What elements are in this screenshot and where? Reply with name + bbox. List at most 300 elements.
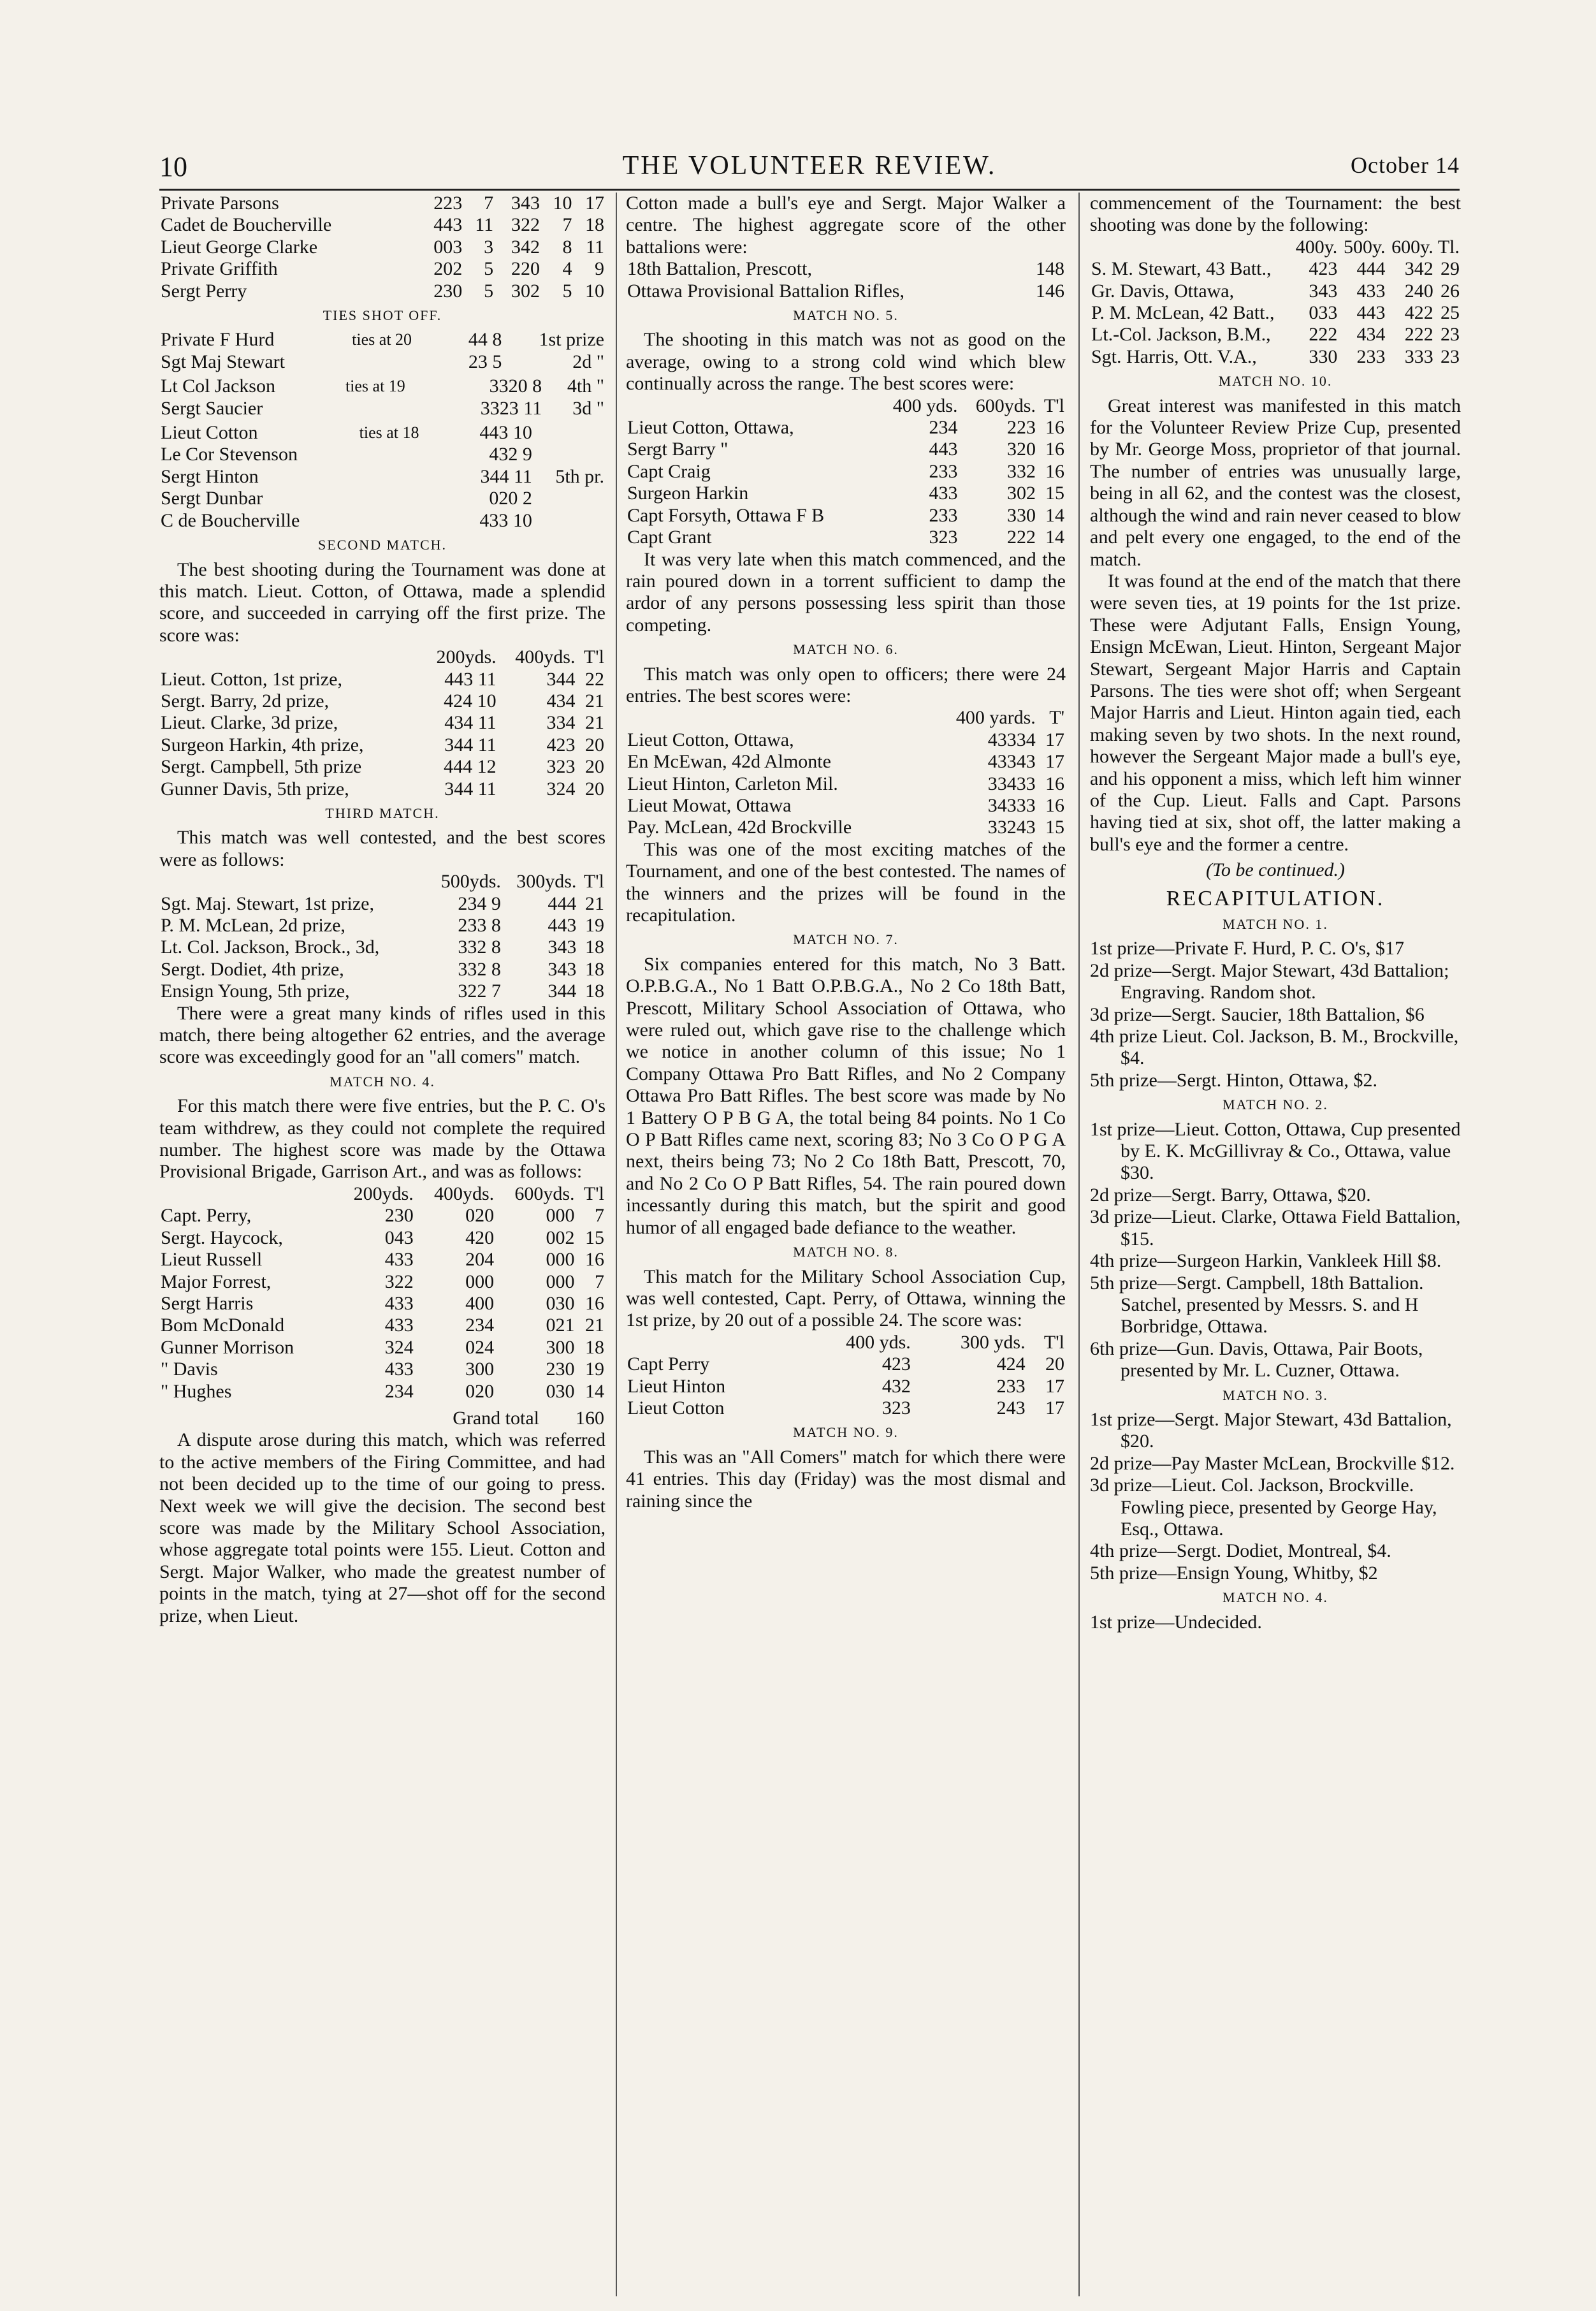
row-value: 343: [511, 193, 540, 214]
row-value: 15: [1045, 483, 1064, 504]
row-value: 434: [1356, 324, 1386, 346]
header-spacer: [626, 707, 927, 729]
column-header: 300 yds.: [960, 1331, 1026, 1353]
row-value: 233: [929, 504, 958, 526]
row-value: 230: [546, 1359, 575, 1380]
row-value: 433: [384, 1359, 414, 1380]
column-divider-2: [1078, 193, 1080, 2296]
column-header: 500yds.: [440, 871, 501, 893]
row-value: 423: [1309, 258, 1338, 280]
row-label: Sergt. Campbell, 5th prize: [161, 756, 362, 778]
row-value: 003: [433, 236, 463, 258]
table-row: [159, 915, 606, 937]
row-value: 332: [1006, 460, 1036, 482]
third-match-heading: THIRD MATCH.: [325, 805, 440, 821]
table-row: [1090, 302, 1461, 324]
row-value: 030: [546, 1292, 575, 1314]
column-header: 400y.: [1295, 236, 1338, 258]
row-label: Lieut Cotton, Ottawa,: [627, 417, 794, 439]
match5-table: [626, 395, 1066, 549]
column-divider-1: [616, 193, 617, 2296]
recap-prize: 1st prize—Sergt. Major Stewart, 43d Battalion, $20.: [1090, 1408, 1452, 1452]
tie-score: 443 10: [479, 422, 532, 444]
tie-prize: [533, 422, 606, 444]
row-value: 344 11: [444, 778, 497, 799]
row-value: 334: [546, 712, 576, 734]
table-row: [626, 817, 1066, 838]
column-2: [626, 193, 1066, 1512]
column-header: 400 yds.: [846, 1331, 911, 1353]
row-value: 020: [465, 1380, 495, 1402]
tie-row: [159, 466, 606, 488]
row-value: 23: [1440, 324, 1460, 346]
tie-brace-label: ties at 19: [345, 377, 405, 396]
tie-row: [159, 510, 606, 532]
tie-prize: 2d ": [572, 351, 604, 372]
row-value: 16: [1045, 439, 1064, 460]
row-value: 17: [585, 193, 604, 214]
tie-score: 432 9: [489, 444, 532, 465]
recap-prize: 2d prize—Pay Master McLean, Brockville $12.: [1090, 1452, 1455, 1474]
row-value: 4: [562, 258, 572, 280]
row-value: 17: [1045, 751, 1064, 773]
column-header: 400 yards.: [955, 707, 1036, 729]
row-value: 443: [929, 439, 958, 460]
row-label: Capt Forsyth, Ottawa F B: [627, 504, 825, 526]
header-spacer: [626, 1332, 797, 1353]
match10-text: Great interest was manifested in this match for the Volunteer Review Prize Cup, presented by Mr. George Moss, proprietor of that journal. The number of entries was unusually large, being in all 62, and the contest was the closest, although the wind and rain never ceased to blow and pelt every one engaged, to the end of the match.: [1090, 395, 1461, 570]
row-label: Lieut Hinton: [627, 1375, 726, 1397]
row-value: 243: [996, 1397, 1026, 1418]
row-value: 033: [1309, 302, 1338, 324]
row-value: 234 9: [458, 893, 501, 914]
table-row: [626, 417, 1066, 439]
row-value: 322 7: [458, 981, 501, 1002]
row-value: 222: [1404, 324, 1433, 346]
row-value: 233: [929, 460, 958, 482]
row-value: 18: [585, 981, 604, 1002]
col3-intro: commencement of the Tournament: the best shooting was done by the following:: [1090, 193, 1461, 236]
tie-score: 020 2: [489, 488, 532, 509]
table-row: [159, 237, 606, 258]
recap-match-heading: MATCH NO. 4.: [1222, 1589, 1328, 1606]
recapitulation-list: [1090, 914, 1461, 1633]
recap-prize: 2d prize—Sergt. Major Stewart, 43d Battalion; Engraving. Random shot.: [1090, 959, 1449, 1003]
tie-score: 44 8: [468, 329, 502, 351]
header-rule: [159, 189, 1460, 191]
table-row: [159, 734, 606, 756]
row-label: Private Griffith: [161, 258, 278, 280]
table-row: [159, 281, 606, 302]
to-be-continued: (To be continued.): [1205, 859, 1346, 881]
row-value: 300: [465, 1359, 495, 1380]
row-label: " Davis: [161, 1359, 218, 1380]
row-value: 16: [1045, 417, 1064, 439]
row-label: Lt. Col. Jackson, Brock., 3d,: [161, 937, 380, 958]
tie-shooter: Sergt Dunbar: [161, 488, 263, 509]
row-label: Lieut Russell: [161, 1249, 263, 1271]
second-match-heading: SECOND MATCH.: [317, 537, 447, 553]
table-row: [159, 1337, 606, 1359]
table-row: [159, 258, 606, 280]
tie-brace-label: [358, 510, 456, 532]
table-row: [1090, 281, 1461, 302]
tie-brace-label: [358, 466, 456, 488]
row-label: Sergt. Barry, 2d prize,: [161, 690, 330, 711]
row-value: 34333: [987, 794, 1036, 816]
column-header: 500y.: [1343, 236, 1386, 258]
tie-score: 23 5: [468, 351, 502, 372]
tie-brace-label: [344, 398, 442, 419]
table-row: [159, 1359, 606, 1380]
row-label: Lieut Hinton, Carleton Mil.: [627, 773, 838, 794]
row-value: 444: [548, 893, 577, 914]
row-value: 332 8: [458, 937, 501, 958]
match6-text: This match was only open to officers; there were 24 entries. The best scores were:: [626, 663, 1066, 706]
recapitulation-heading: RECAPITULATION.: [1166, 886, 1385, 910]
tie-prize: [533, 488, 606, 509]
battalions-table: [626, 258, 1066, 302]
row-value: 433: [384, 1249, 414, 1271]
tie-shooter: Private F Hurd: [161, 329, 275, 351]
row-value: 220: [511, 258, 540, 280]
row-label: Surgeon Harkin, 4th prize,: [161, 734, 364, 755]
column-header: 600yds.: [514, 1183, 575, 1204]
row-value: 423: [546, 734, 576, 755]
row-label: En McEwan, 42d Almonte: [627, 751, 831, 773]
row-label: Gunner Davis, 5th prize,: [161, 778, 349, 799]
row-value: 26: [1440, 280, 1460, 302]
row-value: 25: [1440, 302, 1460, 324]
row-value: 19: [585, 915, 604, 936]
header-spacer: [159, 646, 419, 668]
row-value: 020: [465, 1205, 495, 1227]
tie-group: [159, 422, 606, 532]
row-value: 21: [585, 712, 604, 734]
column-3: [1090, 193, 1461, 1633]
row-value: 20: [585, 734, 604, 755]
column-header: T'l: [1043, 395, 1064, 416]
recap-match-heading: MATCH NO. 2.: [1222, 1097, 1328, 1113]
recap-prize: 3d prize—Lieut. Clarke, Ottawa Field Battalion, $15.: [1090, 1206, 1461, 1250]
recap-prize: 5th prize—Ensign Young, Whitby, $2: [1090, 1562, 1378, 1584]
table-row: [626, 751, 1066, 773]
match5-text: The shooting in this match was not as good on the average, owing to a strong cold wind which blew continually across the range. The best scores were:: [626, 329, 1066, 395]
column-header: 200yds.: [436, 646, 497, 668]
row-value: 344: [546, 668, 576, 690]
table-row: [159, 1315, 606, 1336]
row-label: Capt Perry: [627, 1353, 710, 1375]
row-value: 15: [585, 1227, 604, 1248]
third-match-after: There were a great many kinds of rifles used in this match, there being altogether 62 entries, and the average score was exceedingly good for an "all comers" match.: [159, 1002, 606, 1068]
row-value: 7: [595, 1205, 604, 1227]
row-value: 433: [929, 483, 958, 504]
row-value: 22: [585, 668, 604, 690]
row-value: 223: [433, 193, 463, 214]
grand-total-value: 160: [576, 1407, 604, 1429]
row-value: 21: [585, 690, 604, 711]
tie-score: 3320 8: [489, 375, 542, 397]
recap-match-heading: MATCH NO. 1.: [1222, 916, 1328, 932]
row-label: Lt.-Col. Jackson, B.M.,: [1091, 324, 1271, 346]
row-value: 302: [511, 280, 540, 302]
table-row: [159, 690, 606, 712]
grand-total-label: Grand total: [453, 1407, 539, 1429]
row-value: 202: [433, 258, 463, 280]
row-value: 11: [586, 236, 604, 258]
row-label: 18th Battalion, Prescott,: [627, 258, 812, 280]
column-header: T'l: [583, 871, 604, 893]
table-row: [159, 893, 606, 915]
tie-shooter: Lieut Cotton: [161, 422, 258, 444]
row-value: 16: [1045, 773, 1064, 794]
tie-shooter: C de Boucherville: [161, 509, 300, 531]
header-spacer: [626, 395, 875, 417]
row-value: 024: [465, 1336, 495, 1358]
table-row: [626, 1397, 1066, 1419]
row-value: 18: [585, 1336, 604, 1358]
ties-heading: TIES SHOT OFF.: [323, 307, 442, 324]
tie-row: [159, 422, 606, 444]
row-value: 17: [1045, 1397, 1064, 1418]
tie-row: [159, 444, 606, 465]
row-label: Lieut Mowat, Ottawa: [627, 794, 792, 816]
row-value: 432: [881, 1375, 911, 1397]
row-value: 16: [1045, 460, 1064, 482]
row-value: 330: [1006, 504, 1036, 526]
row-label: Lieut Cotton: [627, 1397, 725, 1418]
match6-heading: MATCH NO. 6.: [793, 641, 899, 658]
row-value: 7: [562, 214, 572, 236]
recap-prize: 1st prize—Lieut. Cotton, Ottawa, Cup presented by E. K. McGillivray & Co., Ottawa, value $30.: [1090, 1118, 1461, 1184]
recap-prize: 5th prize—Sergt. Campbell, 18th Battalion. Satchel, presented by Messrs. S. and H Borbridge, Ottawa.: [1090, 1272, 1424, 1338]
header-spacer: [1090, 237, 1291, 258]
row-value: 14: [1045, 527, 1064, 548]
tie-prize: 5th pr.: [555, 465, 604, 487]
ties-block: [159, 329, 606, 532]
row-label: Gr. Davis, Ottawa,: [1091, 280, 1235, 302]
tie-shooter: Sergt Hinton: [161, 465, 259, 487]
row-value: 16: [1045, 794, 1064, 816]
column-header: T'l: [583, 1183, 604, 1204]
row-value: 320: [1006, 439, 1036, 460]
masthead-title: THE VOLUNTEER REVIEW.: [622, 151, 997, 180]
row-value: 148: [1036, 258, 1064, 280]
row-value: 7: [484, 193, 494, 214]
table-row: [1090, 258, 1461, 280]
row-value: 322: [511, 214, 540, 236]
table-row: [159, 959, 606, 981]
row-value: 23: [1440, 346, 1460, 367]
table-header-row: [159, 646, 606, 668]
row-value: 223: [1006, 417, 1036, 439]
tie-row: [159, 375, 606, 397]
row-value: 343: [548, 958, 577, 980]
column-header: T': [1049, 707, 1064, 729]
table-header-row: [626, 395, 1066, 417]
third-match-text: This match was well contested, and the best scores were as follows:: [159, 827, 606, 870]
tie-group: [159, 375, 606, 419]
match5-after: It was very late when this match commenced, and the rain poured down in a torrent sufficient to damp the ardor of any persons possessing less spirit than those competing.: [626, 548, 1066, 636]
row-value: 17: [1045, 729, 1064, 750]
table-row: [626, 461, 1066, 483]
row-label: Sgt. Maj. Stewart, 1st prize,: [161, 893, 374, 914]
row-value: 433: [384, 1292, 414, 1314]
row-label: Ensign Young, 5th prize,: [161, 981, 350, 1002]
row-value: 5: [562, 280, 572, 302]
row-value: 33243: [987, 817, 1036, 838]
table-header-row: [159, 1183, 606, 1205]
tie-row: [159, 488, 606, 509]
column-header: 600yds.: [975, 395, 1036, 416]
row-label: Sergt Perry: [161, 280, 247, 302]
match7-heading: MATCH NO. 7.: [793, 931, 899, 948]
column-header: 300yds.: [516, 871, 577, 893]
table-row: [626, 258, 1066, 280]
row-value: 222: [1006, 527, 1036, 548]
row-value: 343: [548, 937, 577, 958]
tie-shooter: Sergt Saucier: [161, 397, 263, 419]
row-value: 444: [1356, 258, 1386, 280]
table-row: [159, 669, 606, 690]
row-value: 424: [996, 1353, 1026, 1375]
column-header: T'l: [583, 646, 604, 668]
row-label: Capt. Perry,: [161, 1205, 252, 1227]
row-value: 240: [1404, 280, 1433, 302]
row-label: Lieut. Clarke, 3d prize,: [161, 712, 338, 734]
recap-prize: 1st prize—Undecided.: [1090, 1611, 1262, 1633]
row-value: 18: [585, 214, 604, 236]
table-row: [159, 214, 606, 236]
row-label: Private Parsons: [161, 193, 279, 214]
table-row: [159, 712, 606, 734]
table-row: [159, 1381, 606, 1403]
row-label: Bom McDonald: [161, 1315, 285, 1336]
recap-prize: 4th prize—Surgeon Harkin, Vankleek Hill $8.: [1090, 1250, 1442, 1272]
row-value: 233: [1356, 346, 1386, 367]
tie-brace-label: ties at 18: [359, 423, 419, 442]
recap-prize: 3d prize—Sergt. Saucier, 18th Battalion, $6: [1090, 1003, 1425, 1025]
row-value: 20: [585, 778, 604, 799]
row-value: 43334: [987, 729, 1036, 750]
row-value: 10: [553, 193, 572, 214]
tie-prize: 4th ": [567, 375, 604, 397]
row-value: 14: [1045, 504, 1064, 526]
col2-intro: Cotton made a bull's eye and Sergt. Major Walker a centre. The highest aggregate score of the other battalions were:: [626, 193, 1066, 258]
row-value: 400: [465, 1292, 495, 1314]
row-value: 146: [1036, 280, 1064, 302]
row-value: 424 10: [444, 690, 497, 711]
tie-brace-label: [351, 351, 449, 373]
row-value: 324: [546, 778, 576, 799]
tie-brace-label: ties at 20: [352, 330, 412, 349]
table-row: [626, 795, 1066, 817]
table-row: [159, 937, 606, 958]
row-value: 18: [585, 958, 604, 980]
table-row: [159, 1227, 606, 1249]
row-value: 234: [384, 1380, 414, 1402]
row-label: Gunner Morrison: [161, 1336, 294, 1358]
row-value: 323: [546, 756, 576, 778]
row-value: 234: [465, 1315, 495, 1336]
table-row: [159, 1271, 606, 1293]
recap-prize: 4th prize Lieut. Col. Jackson, B. M., Brockville, $4.: [1090, 1026, 1459, 1069]
recap-prize: 5th prize—Sergt. Hinton, Ottawa, $2.: [1090, 1069, 1378, 1091]
issue-date: October 14: [1351, 152, 1460, 178]
row-value: 333: [1404, 346, 1433, 367]
match9-text: This was an "All Comers" match for which there were 41 entries. This day (Friday) was the most dismal and raining since the: [626, 1446, 1066, 1512]
table-row: [159, 756, 606, 778]
row-value: 343: [1309, 280, 1338, 302]
tie-prize: 1st prize: [539, 329, 604, 351]
row-value: 344 11: [444, 734, 497, 755]
row-label: Cadet de Boucherville: [161, 214, 332, 236]
row-value: 443: [433, 214, 463, 236]
table-row: [626, 729, 1066, 751]
row-value: 021: [546, 1315, 575, 1336]
match4-text: For this match there were five entries, but the P. C. O's team withdrew, as they could not complete the required number. The highest score was made by the Ottawa Provisional Brigade, Garrison Art., and was as follows:: [159, 1095, 606, 1183]
row-value: 323: [881, 1397, 911, 1418]
table-row: [1090, 324, 1461, 346]
tie-score: 344 11: [480, 465, 532, 487]
header-spacer: [159, 871, 426, 893]
header-spacer: [159, 1183, 334, 1205]
row-label: " Hughes: [161, 1380, 232, 1402]
tie-prize: 3d ": [572, 397, 604, 419]
tie-brace-label: [358, 488, 456, 509]
tie-group: [159, 329, 606, 373]
column-header: 400 yds.: [892, 395, 958, 416]
row-value: 234: [929, 417, 958, 439]
page-header: [159, 150, 1460, 186]
table-row: [626, 527, 1066, 548]
row-value: 302: [1006, 483, 1036, 504]
row-label: Sergt Harris: [161, 1292, 254, 1314]
row-value: 233: [996, 1375, 1026, 1397]
row-label: Lieut Cotton, Ottawa,: [627, 729, 794, 750]
tie-row: [159, 329, 606, 351]
row-label: Capt Grant: [627, 527, 712, 548]
row-value: 233 8: [458, 915, 501, 936]
row-label: Major Forrest,: [161, 1271, 272, 1292]
recap-prize: 6th prize—Gun. Davis, Ottawa, Pair Boots, presented by Mr. L. Cuzner, Ottawa.: [1090, 1338, 1423, 1381]
row-value: 43343: [987, 751, 1036, 773]
match8-table: [626, 1332, 1066, 1420]
row-value: 230: [433, 280, 463, 302]
tie-brace-label: [358, 444, 456, 465]
row-label: Sergt Barry ": [627, 439, 729, 460]
row-label: Lieut George Clarke: [161, 236, 318, 258]
second-match-table: [159, 646, 606, 800]
row-value: 5: [484, 258, 494, 280]
row-label: P. M. McLean, 2d prize,: [161, 915, 345, 936]
row-value: 422: [1404, 302, 1433, 324]
second-match-text: The best shooting during the Tournament was done at this match. Lieut. Cotton, of Ottawa, made a splendid score, and succeeded in carrying off the first prize. The score was:: [159, 558, 606, 646]
row-value: 000: [546, 1205, 575, 1227]
recap-prize: 2d prize—Sergt. Barry, Ottawa, $20.: [1090, 1184, 1371, 1206]
row-value: 14: [585, 1380, 604, 1402]
table-row: [626, 281, 1066, 302]
row-label: P. M. McLean, 42 Batt.,: [1091, 302, 1275, 324]
row-value: 7: [595, 1271, 604, 1292]
row-value: 420: [465, 1227, 495, 1248]
tie-prize: [533, 444, 606, 465]
row-value: 443: [1356, 302, 1386, 324]
third-match-table: [159, 871, 606, 1002]
row-label: S. M. Stewart, 43 Batt.,: [1091, 258, 1272, 280]
row-value: 323: [929, 527, 958, 548]
table-row: [159, 1205, 606, 1227]
